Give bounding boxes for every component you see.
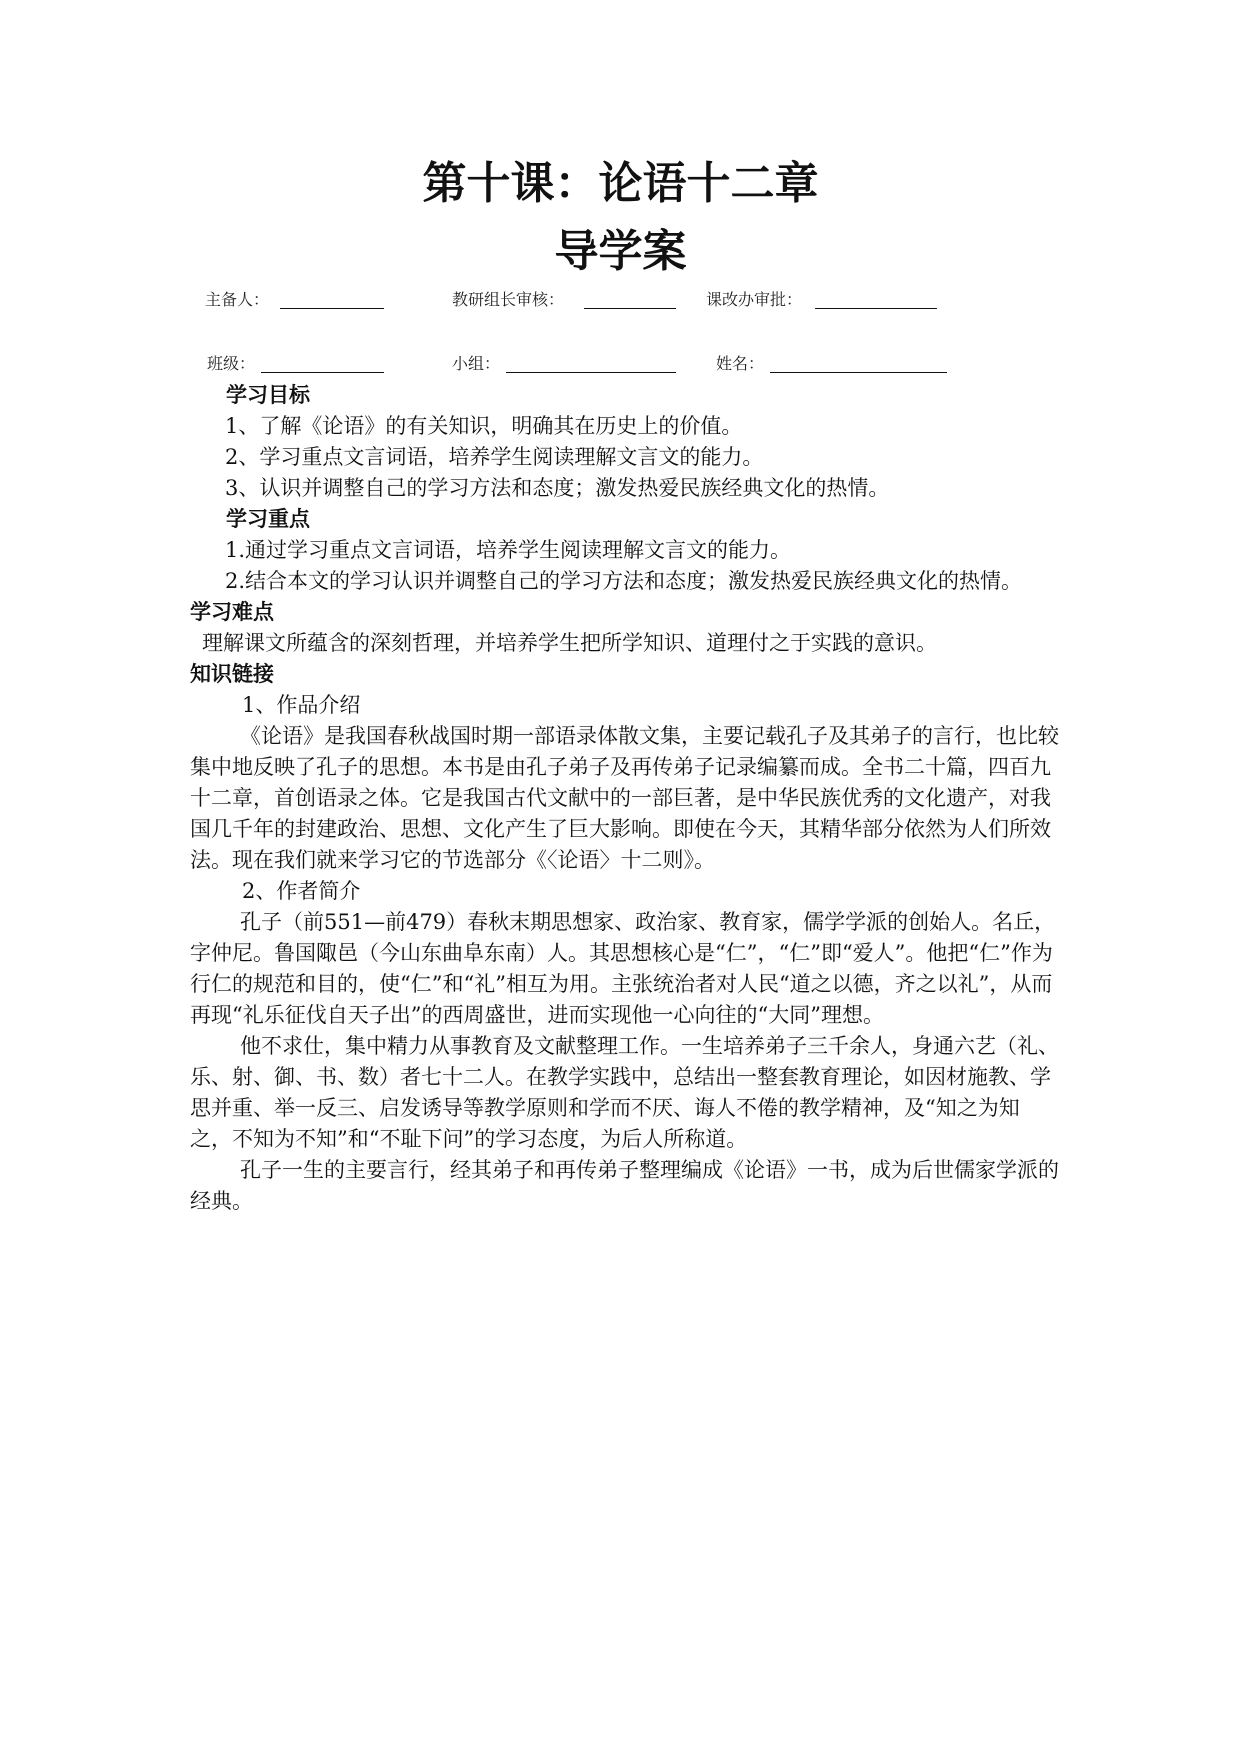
preparer-blank <box>280 308 384 309</box>
objective-item: 3、认识并调整自己的学习方法和态度；激发热爱民族经典文化的热情。 <box>225 476 890 500</box>
page-title: 第十课：论语十二章 <box>422 158 819 209</box>
document-body <box>190 380 1060 1217</box>
class-label: 班级： <box>207 354 256 373</box>
key-points-section <box>190 504 1060 597</box>
key-point-item: 1.通过学习重点文言词语，培养学生阅读理解文言文的能力。 <box>225 538 792 562</box>
author-paragraph: 孔子（前551—前479）春秋末期思想家、政治家、教育家，儒学学派的创始人。名丘，字仲尼。鲁国陬邑（今山东曲阜东南）人。其思想核心是“仁”，“仁”即“爱人”。他把“仁”作为行仁的规范和目的，使“仁”和“礼”相互为用。主张统治者对人民“道之以德，齐之以礼”，从而再现“礼乐征伐自天子出”的西周盛世，进而实现他一心向往的“大同”理想。 <box>190 910 1056 1027</box>
difficulty-heading: 学习难点 <box>190 600 274 624</box>
key-points-heading: 学习重点 <box>226 507 310 531</box>
objectives-heading: 学习目标 <box>226 383 310 407</box>
author-paragraph: 他不求仕，集中精力从事教育及文献整理工作。一生培养弟子三千余人，身通六艺（礼、乐、射、御、书、数）者七十二人。在教学实践中，总结出一整套教育理论，如因材施教、学思并重、举一反三、启发诱导等教学原则和学而不厌、诲人不倦的教学精神，及“知之为知之，不知为不知”和“不耻下问”的学习态度，为后人所称道。 <box>190 1034 1059 1151</box>
difficulty-text: 理解课文所蕴含的深刻哲理，并培养学生把所学知识、道理付之于实践的意识。 <box>202 631 937 655</box>
group-label: 小组： <box>452 354 501 373</box>
approver-label: 课改办审批： <box>706 290 803 309</box>
group-blank <box>506 372 676 373</box>
key-point-item: 2.结合本文的学习认识并调整自己的学习方法和态度；激发热爱民族经典文化的热情。 <box>225 569 1023 593</box>
author-paragraph: 孔子一生的主要言行，经其弟子和再传弟子整理编成《论语》一书，成为后世儒家学派的经典。 <box>190 1158 1059 1213</box>
reviewer-blank <box>584 308 676 309</box>
name-blank <box>770 372 947 373</box>
objective-item: 1、了解《论语》的有关知识，明确其在历史上的价值。 <box>225 414 743 438</box>
difficulty-section <box>190 597 1060 659</box>
knowledge-heading: 知识链接 <box>190 662 274 686</box>
objective-item: 2、学习重点文言词语，培养学生阅读理解文言文的能力。 <box>225 445 764 469</box>
page-subtitle: 导学案 <box>554 226 687 277</box>
work-intro-heading: 1、作品介绍 <box>242 693 361 717</box>
preparer-label: 主备人： <box>205 290 270 309</box>
objectives-section <box>190 380 1060 504</box>
author-intro-heading: 2、作者简介 <box>242 879 361 903</box>
work-intro-text: 《论语》是我国春秋战国时期一部语录体散文集，主要记载孔子及其弟子的言行，也比较集中地反映了孔子的思想。本书是由孔子弟子及再传弟子记录编纂而成。全书二十篇，四百九十二章，首创语录之体。它是我国古代文献中的一部巨著，是中华民族优秀的文化遗产，对我国几千年的封建政治、思想、文化产生了巨大影响。即使在今天，其精华部分依然为人们所效法。现在我们就来学习它的节选部分《〈论语〉十二则》。 <box>190 724 1059 872</box>
knowledge-section <box>190 659 1060 1217</box>
class-blank <box>261 372 384 373</box>
approver-blank <box>815 308 937 309</box>
name-label: 姓名： <box>716 354 765 373</box>
reviewer-label: 教研组长审核： <box>452 290 565 309</box>
